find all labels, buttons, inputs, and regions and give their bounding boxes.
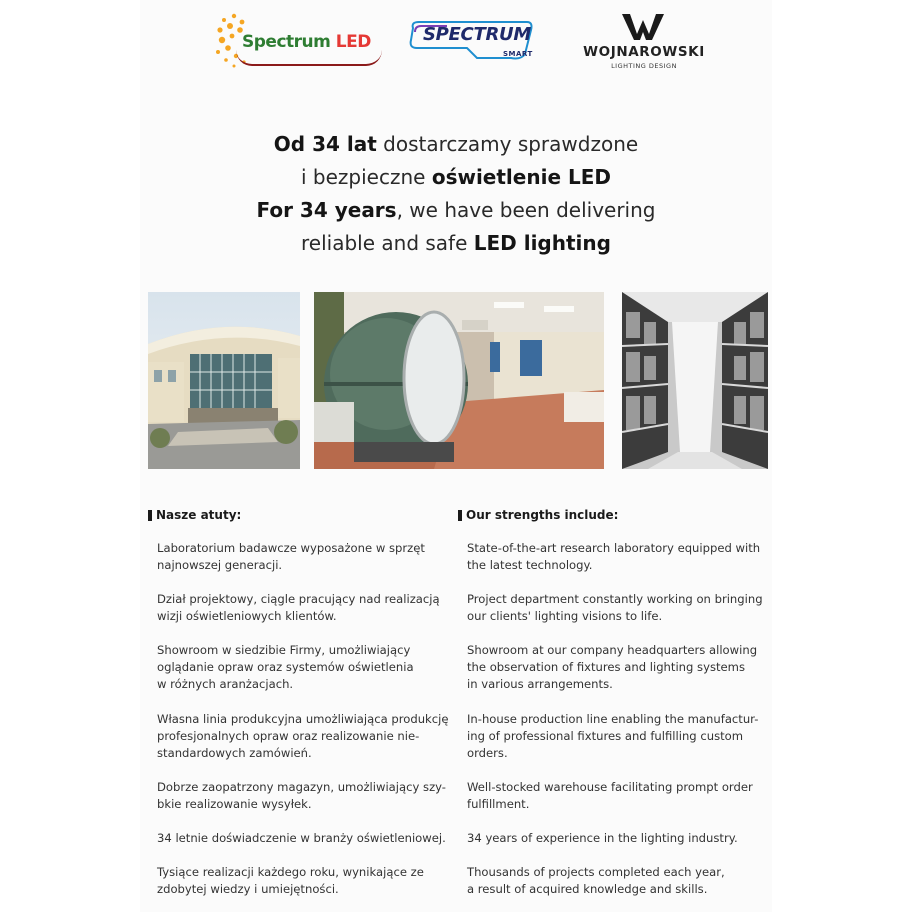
headline-en-line-2: reliable and safe LED lighting: [301, 231, 611, 255]
spectrum-smart-logo: [407, 18, 535, 64]
headline-en-line-1: For 34 years, we have been delivering: [256, 198, 656, 222]
strength-pl-item: Showroom w siedzibie Firmy, umożliwiający oglądanie opraw oraz systemów oświetlenia w różnych aranżacjach.: [157, 643, 414, 692]
spectrum-led-logo: [214, 10, 374, 72]
headline: [140, 128, 772, 260]
strengths-en-section: [458, 506, 763, 897]
strength-en-item: In-house production line enabling the manufactur- ing of professional fixtures and fulfilling custom orders.: [467, 712, 759, 761]
strength-en-item: 34 years of experience in the lighting industry.: [467, 831, 738, 845]
strength-en-item: Thousands of projects completed each year, a result of acquired knowledge and skills.: [467, 865, 725, 897]
heading-bar-marker: [148, 510, 152, 521]
strengths-pl-heading: Nasze atuty:: [148, 506, 448, 524]
w-monogram-icon: [620, 12, 666, 42]
wojnarowski-logo: [582, 12, 706, 74]
strength-en-item: State-of-the-art research laboratory equipped with the latest technology.: [467, 541, 761, 573]
swoosh-decoration: [236, 50, 382, 66]
strengths-en-heading: Our strengths include:: [458, 506, 758, 524]
strength-pl-item: Tysiące realizacji każdego roku, wynikające ze zdobytej wiedzy i umiejętności.: [157, 865, 424, 897]
heading-bar-marker: [458, 510, 462, 521]
strength-pl-item: Dobrze zaopatrzony magazyn, umożliwiający szy- bkie realizowanie wysyłek.: [157, 780, 446, 812]
strength-pl-item: Dział projektowy, ciągle pracujący nad realizacją wizji oświetleniowych klientów.: [157, 592, 440, 624]
spectrum-smart-wordmark: SPECTRUM: [423, 24, 531, 45]
headline-pl-line-2: i bezpieczne oświetlenie LED: [301, 165, 611, 189]
strength-en-item: Showroom at our company headquarters allowing the observation of fixtures and lighting systems in various arrangements.: [467, 643, 758, 692]
strength-en-item: Well-stocked warehouse facilitating prompt order fulfillment.: [467, 780, 753, 812]
headline-pl-line-1: Od 34 lat dostarczamy sprawdzone: [273, 132, 639, 156]
warehouse-photo: [622, 292, 768, 469]
wojnarowski-wordmark: WOJNAROWSKI: [583, 44, 705, 60]
strengths-pl-section: [148, 506, 449, 897]
strength-en-item: Project department constantly working on bringing our clients' lighting visions to life.: [467, 592, 763, 624]
research-laboratory-photo: [314, 292, 604, 469]
wojnarowski-subtitle: LIGHTING DESIGN: [611, 62, 677, 70]
strength-pl-item: 34 letnie doświadczenie w branży oświetleniowej.: [157, 831, 446, 845]
company-building-photo: [148, 292, 300, 469]
spectrum-led-wordmark: Spectrum LED: [242, 32, 371, 52]
strength-pl-item: Laboratorium badawcze wyposażone w sprzęt najnowszej generacji.: [157, 541, 425, 573]
strength-pl-item: Własna linia produkcyjna umożliwiająca produkcję profesjonalnych opraw oraz realizowanie nie- standardowych zamówień.: [157, 712, 449, 761]
spectrum-smart-subtitle: SMART: [503, 50, 533, 58]
